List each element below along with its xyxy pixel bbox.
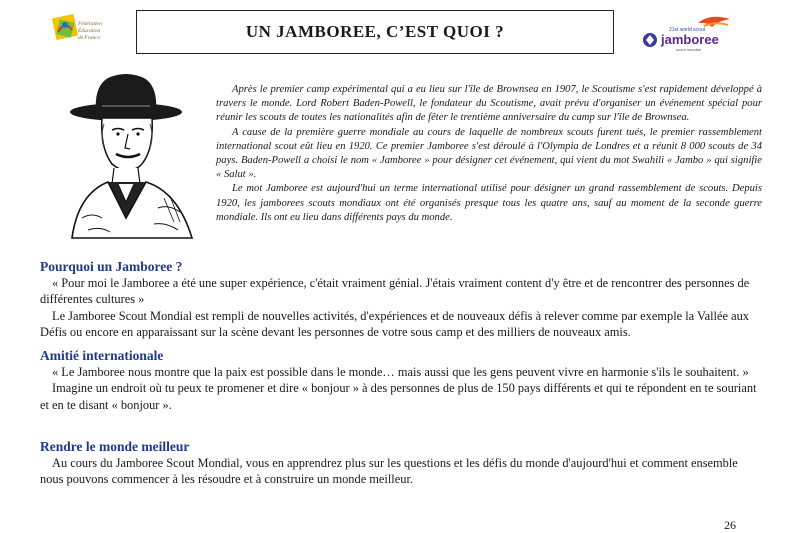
section-body-pourquoi bbox=[40, 275, 762, 341]
quote-paragraph: « Pour moi le Jamboree a été une super expérience, c'était vraiment génial. J'étais vraiment content d'y être et de rencontrer des personnes de différentes cultures » bbox=[40, 276, 750, 307]
quote-paragraph: « Le Jamboree nous montre que la paix est possible dans le monde… mais aussi que les gens peuvent vivre en harmonie s'ils le souhaitent. » bbox=[52, 365, 749, 379]
federation-logo bbox=[52, 12, 114, 52]
section-heading-amitie: Amitié internationale bbox=[40, 348, 164, 363]
section-body-amitie bbox=[40, 364, 762, 413]
section-heading-pourquoi: Pourquoi un Jamboree ? bbox=[40, 259, 183, 274]
jamboree-logo bbox=[638, 13, 738, 53]
svg-text:jamboree: jamboree bbox=[661, 32, 719, 47]
intro-text bbox=[216, 83, 762, 225]
page-title: UN JAMBOREE, C’EST QUOI ? bbox=[245, 22, 505, 41]
section-heading-monde: Rendre le monde meilleur bbox=[40, 439, 190, 454]
page-title-box bbox=[136, 10, 614, 54]
section-body-monde bbox=[40, 455, 762, 488]
svg-text:Fédération: Fédération bbox=[78, 21, 102, 27]
body-paragraph: Le Jamboree Scout Mondial est rempli de nouvelles activités, d'expériences et de nouveaux défis à relever comme par exemple la Vallée aux Défis ou encore en apparaissant sur la scène devant les personnes de votre sous camp et des milliers de nouveaux amis. bbox=[40, 308, 749, 340]
intro-paragraph: Le mot Jamboree est aujourd'hui un terme international utilisé pour désigner un grand rassemblement de scouts. Depuis 1920, les jamborees scouts mondiaux ont été organisés presque tous les quatre ans, sauf au moment de la seconde guerre mondiale. Ils ont eu lieu dans différents pays du monde. bbox=[216, 183, 762, 223]
body-paragraph: Imagine un endroit où tu peux te promener et dire « bonjour » à des personnes de plus de 150 pays différents et qui te répondent en te souriant et en te disant « bonjour ». bbox=[40, 381, 757, 412]
svg-text:Éducation: Éducation bbox=[78, 28, 101, 34]
intro-paragraph: A cause de la première guerre mondiale au cours de laquelle de nombreux scouts furent tués, le premier rassemblement international scout eût lieu en 1920. Ce premier Jamboree s'est déroulé à l'Olympia de Londres et a réunit 8 000 scouts de 34 pays. Baden-Powell a choisi le nom « Jamboree » pour désigner cet événement, qui vient du mot Swahili « Jambo » qui signifie « Salut ». bbox=[216, 126, 762, 181]
svg-text:21st world scout: 21st world scout bbox=[669, 27, 706, 33]
intro-paragraph: Après le premier camp expérimental qui a eu lieu sur l'île de Brownsea en 1907, le Scoutisme s'est rapidement développé à travers le monde. Lord Robert Baden-Powell, le fondateur du Scoutisme, avait prévu d'organiser un événement spécial pour réunir les scouts de toutes les nationalités afin de fêter le trentième anniversaire du camp sur l'île de Brownsea. bbox=[216, 84, 762, 124]
svg-text:scout mondial: scout mondial bbox=[676, 47, 701, 52]
svg-text:de France: de France bbox=[78, 35, 101, 41]
page-number: 26 bbox=[724, 518, 736, 532]
body-paragraph: Au cours du Jamboree Scout Mondial, vous en apprendrez plus sur les questions et les défis du monde d'aujourd'hui et comment ensemble nous pouvons commencer à les résoudre et à construire un monde meilleur. bbox=[40, 456, 738, 487]
baden-powell-portrait bbox=[68, 68, 200, 240]
